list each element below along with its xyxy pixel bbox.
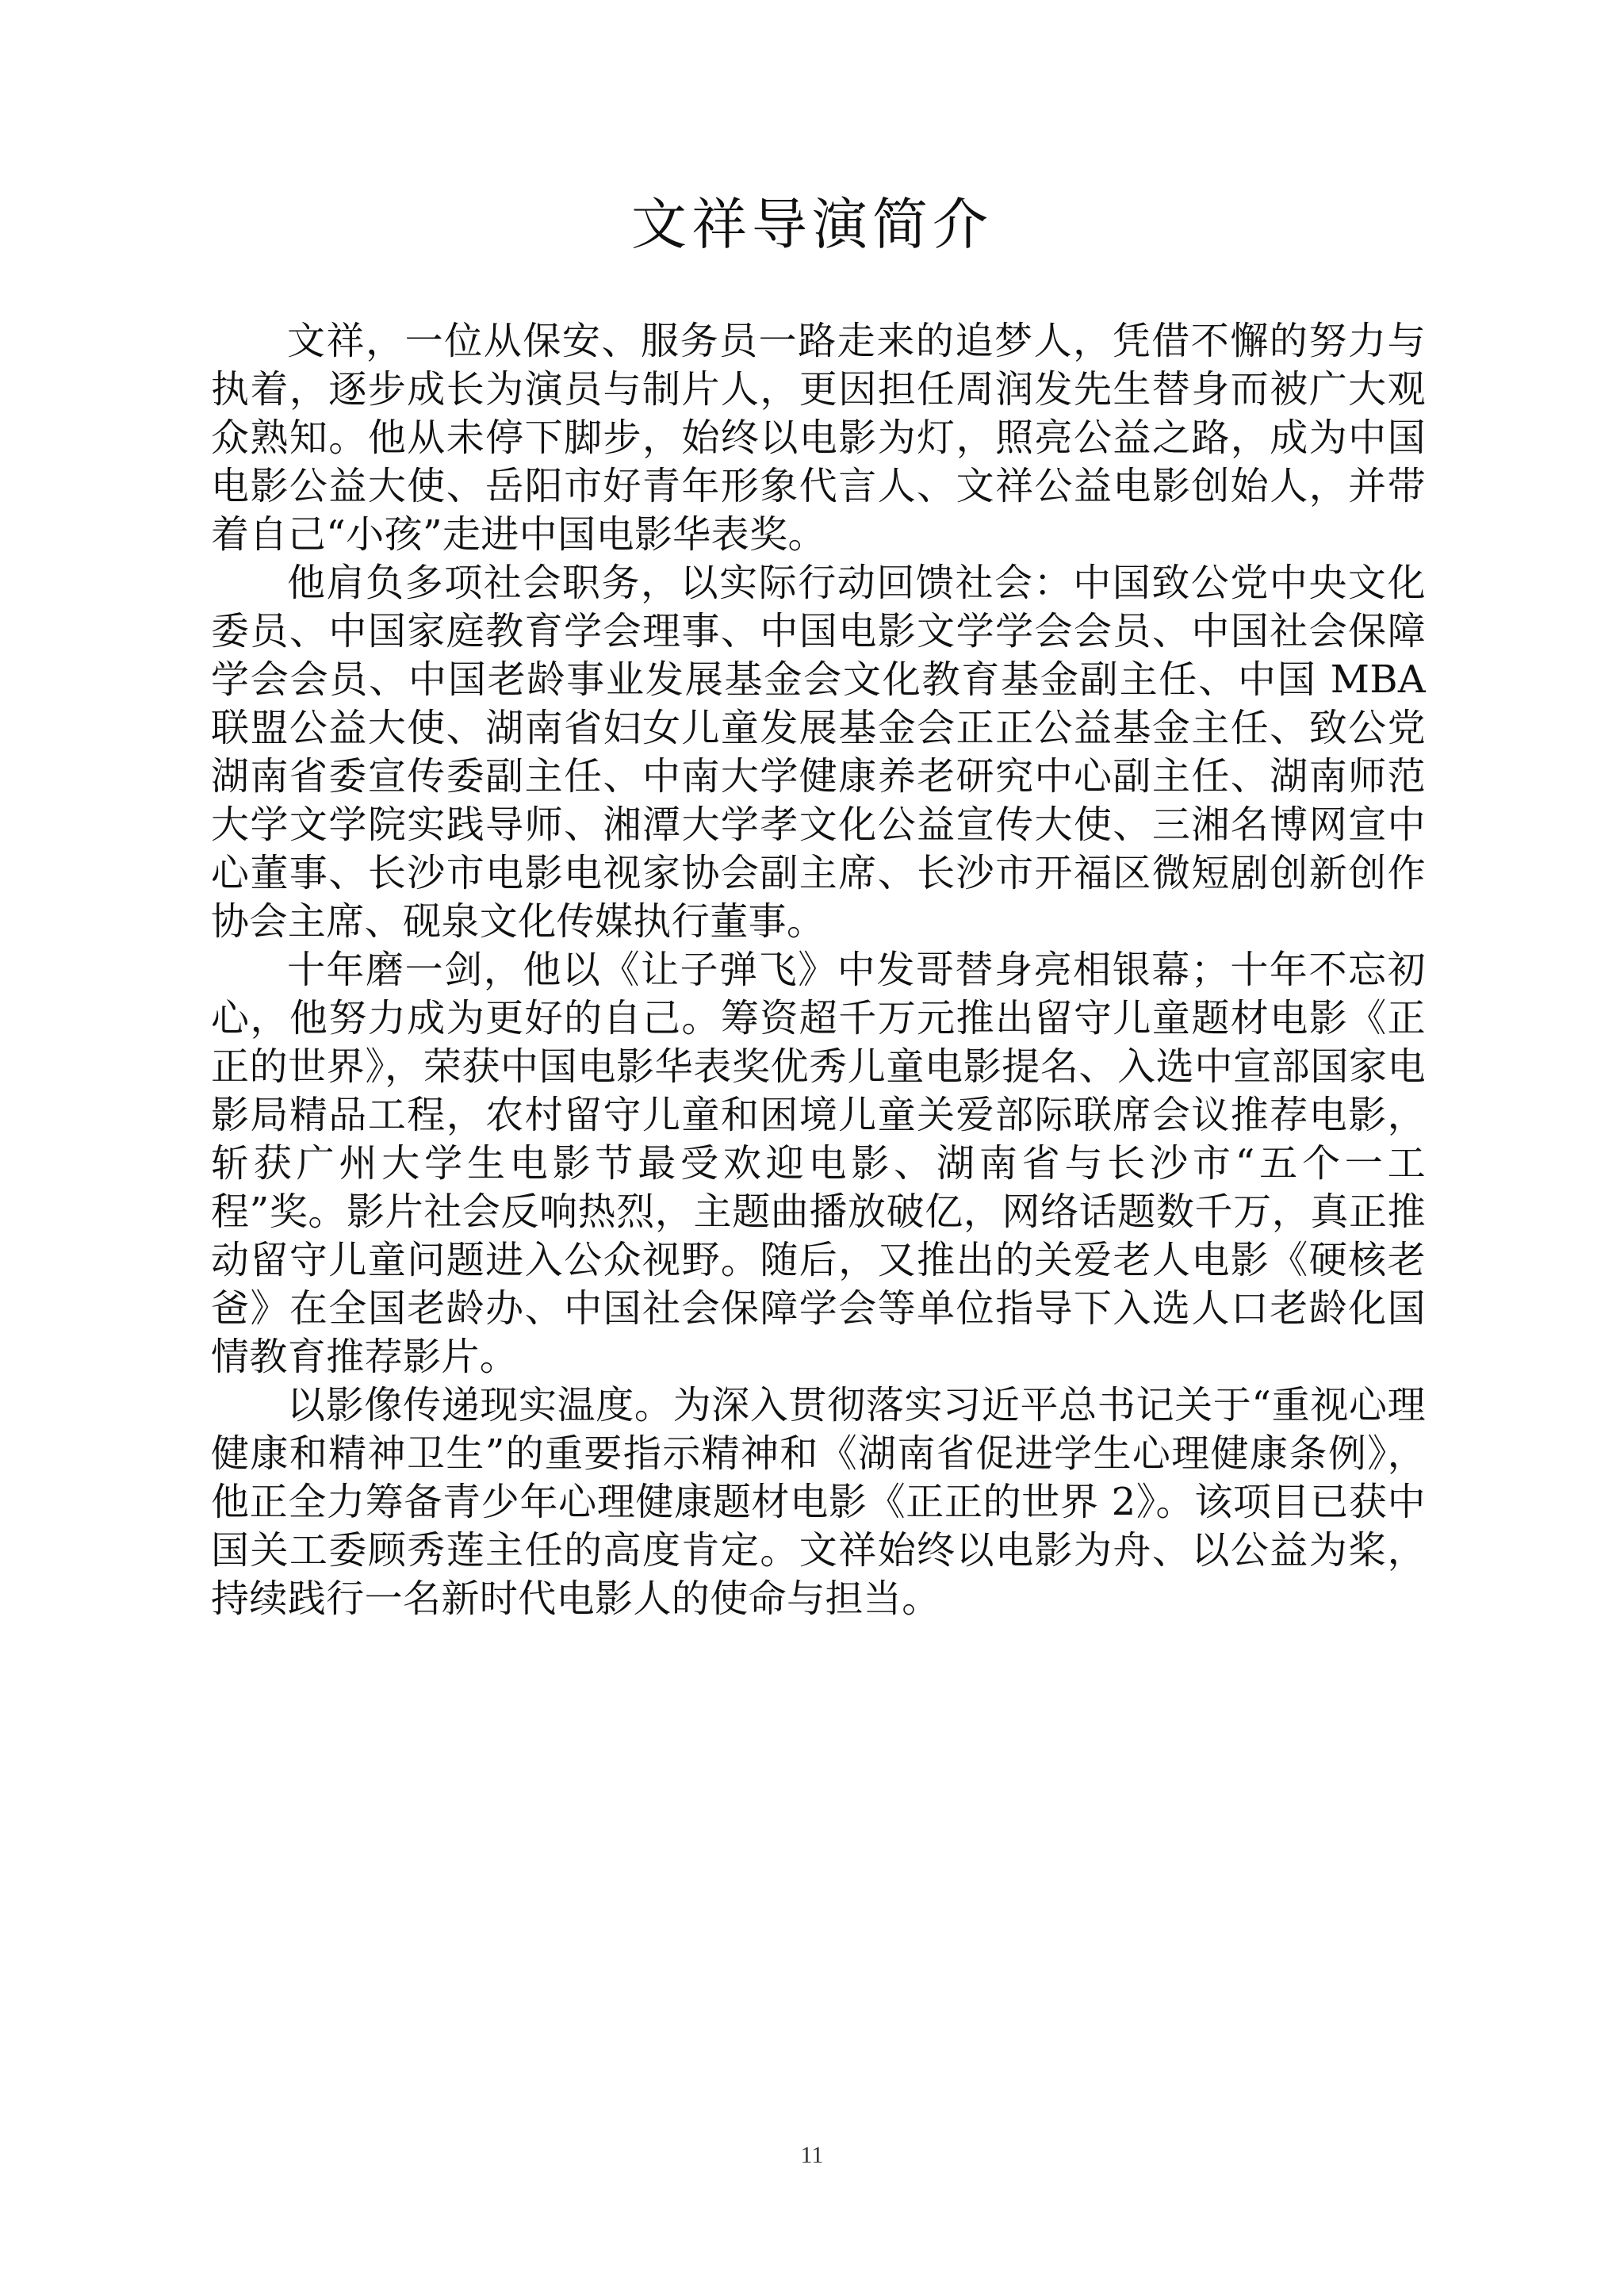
paragraph-film-achievements: 十年磨一剑，他以《让子弹飞》中发哥替身亮相银幕；十年不忘初心，他努力成为更好的自己。筹资超千万元推出留守儿童题材电影《正正的世界》，荣获中国电影华表奖优秀儿童电影提名、入选中宣部国家电影局精品工程，农村留守儿童和困境儿童关爱部际联席会议推荐电影，斩获广州大学生电影节最受欢迎电影、湖南省与长沙市“五个一工程”奖。影片社会反响热烈，主题曲播放破亿，网络话题数千万，真正推动留守儿童问题进入公众视野。随后，又推出的关爱老人电影《硬核老爸》在全国老龄办、中国社会保障学会等单位指导下入选人口老龄化国情教育推荐影片。 xyxy=(211,948,1426,1379)
paragraph-intro: 文祥，一位从保安、服务员一路走来的追梦人，凭借不懈的努力与执着，逐步成长为演员与制片人，更因担任周润发先生替身而被广大观众熟知。他从未停下脚步，始终以电影为灯，照亮公益之路，成为中国电影公益大使、岳阳市好青年形象代言人、文祥公益电影创始人，并带着自己“小孩”走进中国电影华表奖。 xyxy=(211,319,1426,557)
paragraph-social-roles: 他肩负多项社会职务，以实际行动回馈社会：中国致公党中央文化委员、中国家庭教育学会理事、中国电影文学学会会员、中国社会保障学会会员、中国老龄事业发展基金会文化教育基金副主任、中国 MBA 联盟公益大使、湖南省妇女儿童发展基金会正正公益基金主任、致公党湖南省委宣传委副主任、中南大学健康养老研究中心副主任、湖南师范大学文学院实践导师、湘潭大学孝文化公益宣传大使、三湘名博网宣中心董事、长沙市电影电视家协会副主席、长沙市开福区微短剧创新创作协会主席、砚泉文化传媒执行董事。 xyxy=(211,561,1426,944)
page-number: 11 xyxy=(800,2142,824,2168)
page-title: 文祥导演简介 xyxy=(631,192,993,257)
document-body xyxy=(211,317,1426,1623)
paragraph-current-project: 以影像传递现实温度。为深入贯彻落实习近平总书记关于“重视心理健康和精神卫生”的重要指示精神和《湖南省促进学生心理健康条例》，他正全力筹备青少年心理健康题材电影《正正的世界 2》。该项目已获中国关工委顾秀莲主任的高度肯定。文祥始终以电影为舟、以公益为桨，持续践行一名新时代电影人的使命与担当。 xyxy=(211,1383,1426,1621)
